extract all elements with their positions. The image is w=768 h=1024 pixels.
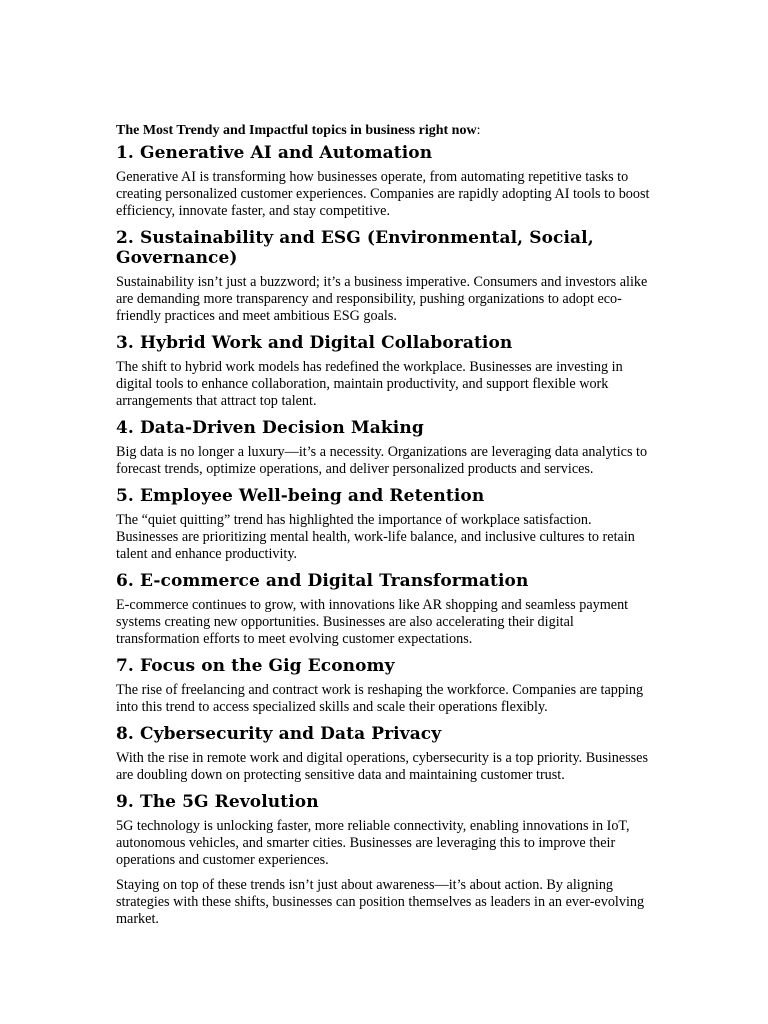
section-heading: 5. Employee Well-being and Retention [116,486,485,506]
intro-colon: : [476,123,481,138]
section-heading: 6. E-commerce and Digital Transformation [116,571,529,591]
section-1 [116,143,656,220]
section-heading: 7. Focus on the Gig Economy [116,656,395,676]
section-body: With the rise in remote work and digital operations, cybersecurity is a top priority. Businesses are doubling down on protecting sensitive data and maintaining customer trust. [116,750,648,783]
section-4 [116,418,656,478]
document-page [116,122,656,928]
section-body: Sustainability isn’t just a buzzword; it’s a business imperative. Consumers and investors alike are demanding more transparency and responsibility, pushing organizations to adopt eco-friendly practices and meet ambitious ESG goals. [116,274,648,324]
section-8 [116,724,656,784]
section-body: Big data is no longer a luxury—it’s a necessity. Organizations are leveraging data analytics to forecast trends, optimize operations, and deliver personalized products and services. [116,444,648,477]
section-heading: 3. Hybrid Work and Digital Collaboration [116,333,513,353]
section-heading: 1. Generative AI and Automation [116,143,433,163]
section-2 [116,228,656,325]
section-heading: 4. Data-Driven Decision Making [116,418,424,438]
section-heading: 8. Cybersecurity and Data Privacy [116,724,442,744]
intro-title: The Most Trendy and Impactful topics in business right now [116,123,477,138]
section-5 [116,486,656,563]
section-heading: 9. The 5G Revolution [116,792,319,812]
section-body: Generative AI is transforming how businesses operate, from automating repetitive tasks to creating personalized customer experiences. Companies are rapidly adopting AI tools to boost efficiency, innovate faster, and stay competitive. [116,169,650,219]
section-body: E-commerce continues to grow, with innovations like AR shopping and seamless payment systems creating new opportunities. Businesses are also accelerating their digital transformation efforts to meet evolving customer expectations. [116,597,629,647]
section-3 [116,333,656,410]
section-9 [116,792,656,869]
closing-paragraph: Staying on top of these trends isn’t just about awareness—it’s about action. By aligning strategies with these shifts, businesses can position themselves as leaders in an ever-evolving market. [116,877,645,927]
section-body: The “quiet quitting” trend has highlighted the importance of workplace satisfaction. Businesses are prioritizing mental health, work-life balance, and inclusive cultures to retain talent and enhance productivity. [116,512,635,562]
section-heading: 2. Sustainability and ESG (Environmental, Social, Governance) [116,228,594,268]
section-6 [116,571,656,648]
section-body: The rise of freelancing and contract work is reshaping the workforce. Companies are tapping into this trend to access specialized skills and scale their operations flexibly. [116,682,644,715]
section-body: The shift to hybrid work models has redefined the workplace. Businesses are investing in digital tools to enhance collaboration, maintain productivity, and support flexible work arrangements that attract top talent. [116,359,623,409]
section-7 [116,656,656,716]
section-body: 5G technology is unlocking faster, more reliable connectivity, enabling innovations in IoT, autonomous vehicles, and smarter cities. Businesses are leveraging this to improve their operations and customer experiences. [116,818,630,868]
intro-line [116,122,656,139]
